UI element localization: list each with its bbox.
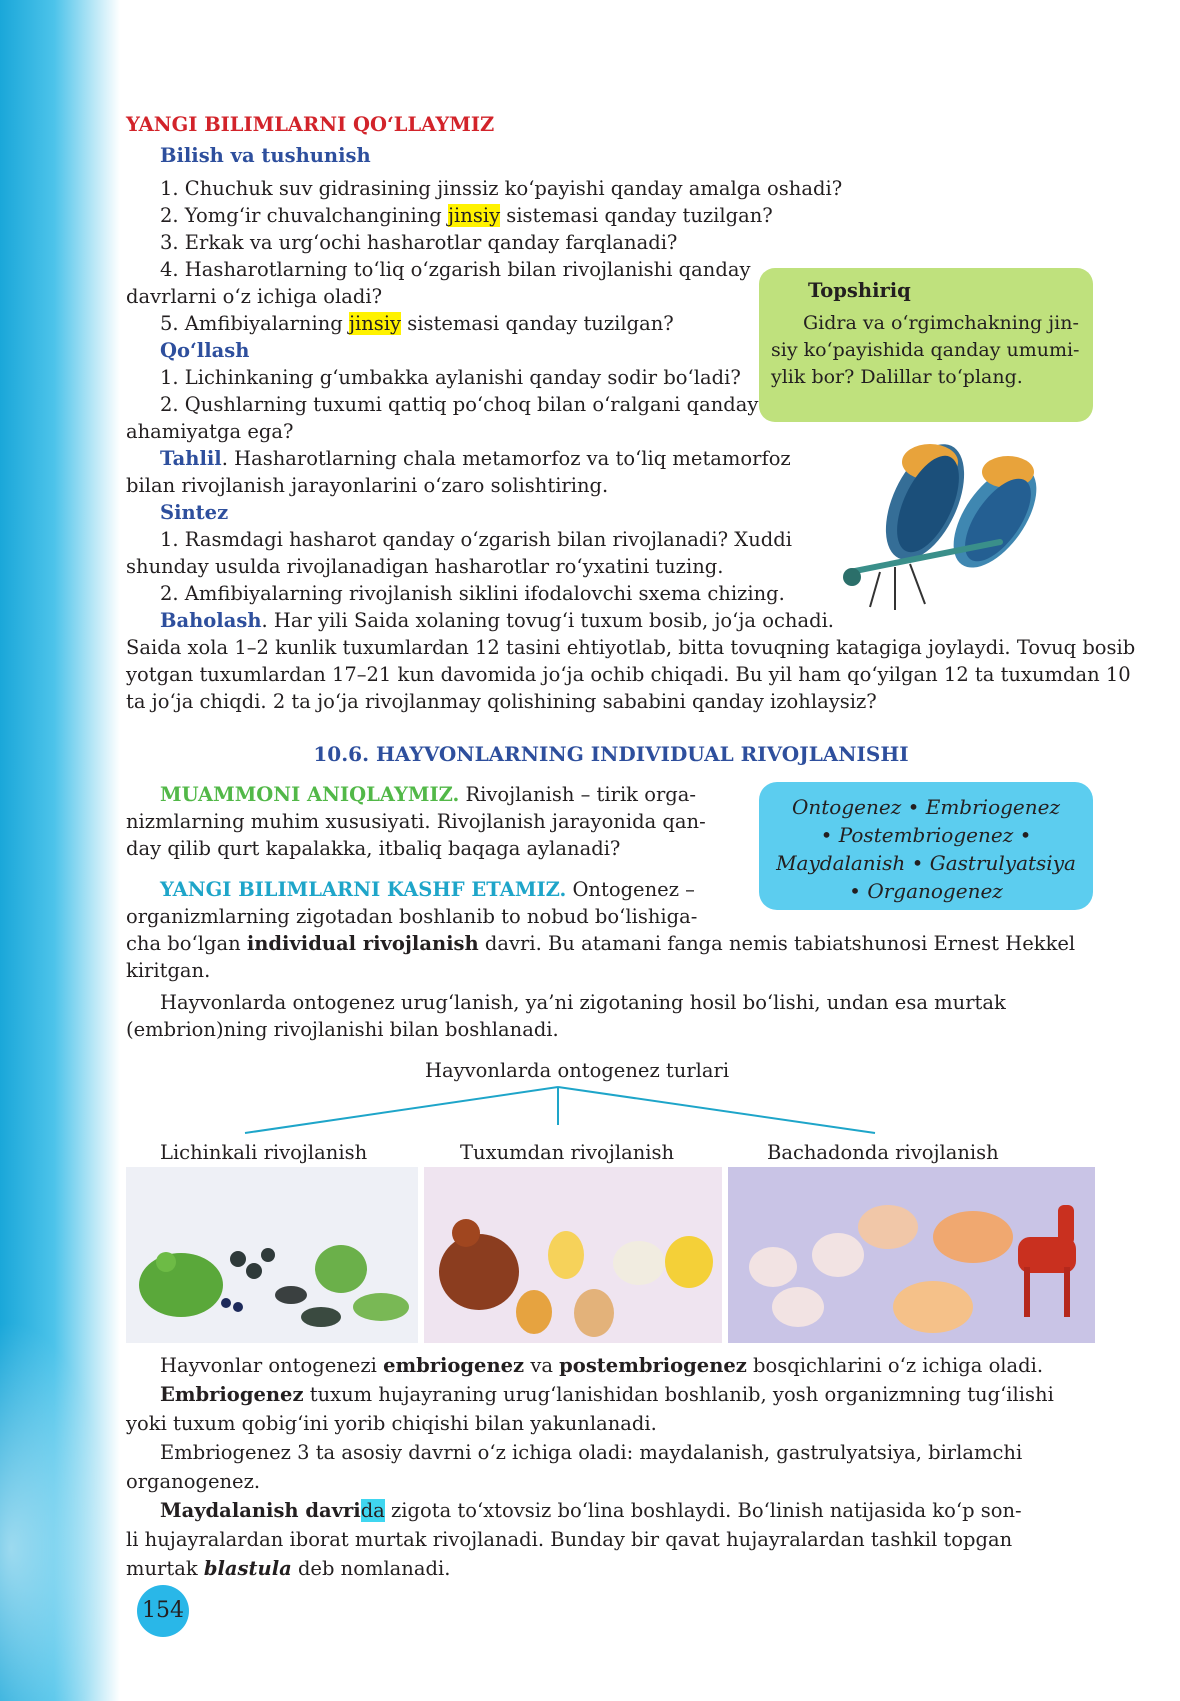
highlight-da: da: [360, 1499, 385, 1522]
evaluation-line-1: Baholash. Har yili Saida xolaning tovug‘i tuxum bosib, jo‘ja ochadi.: [160, 609, 835, 632]
page-number: 154: [137, 1585, 189, 1637]
task-line-2: siy ko‘payishida qanday umumi-: [771, 339, 1080, 361]
highlight-jinsiy: jinsiy: [448, 204, 501, 227]
question-4-line-1: 4. Hasharotlarning to‘liq o‘zgarish bilan rivojlanishi qanday: [160, 258, 751, 281]
body-paragraph-4-line-1: Maydalanish davrida zigota to‘xtovsiz bo‘lina boshlaydi. Bo‘linish natijasida ko‘p son-: [160, 1499, 1022, 1522]
task-box: [759, 268, 1093, 422]
diagram-branch-larval: Lichinkali rivojlanish: [160, 1141, 368, 1164]
apply-1: 1. Lichinkaning g‘umbakka aylanishi qanday sodir bo‘ladi?: [160, 366, 741, 389]
body-paragraph-1: Hayvonlar ontogenezi embriogenez va postembriogenez bosqichlarini o‘z ichiga oladi.: [160, 1354, 1044, 1377]
question-3: 3. Erkak va urg‘ochi hasharotlar qanday farqlanadi?: [160, 231, 678, 254]
apply-2-line-2: ahamiyatga ega?: [126, 420, 294, 443]
problem-line-1: MUAMMONI ANIQLAYMIZ. Rivojlanish – tirik orga-: [160, 783, 696, 806]
discover-line-1: YANGI BILIMLARNI KASHF ETAMIZ. Ontogenez –: [160, 878, 695, 901]
problem-line-2: nizmlarning muhim xususiyati. Rivojlanish jarayonida qan-: [126, 810, 706, 833]
practice-heading: YANGI BILIMLARNI QO‘LLAYMIZ: [126, 113, 495, 136]
analysis-line-2: bilan rivojlanish jarayonlarini o‘zaro solishtiring.: [126, 474, 609, 497]
chicken-development-image: [424, 1167, 722, 1343]
apply-label: Qo‘llash: [160, 339, 250, 362]
synthesis-1-line-1: 1. Rasmdagi hasharot qanday o‘zgarish bilan rivojlanadi? Xuddi: [160, 528, 792, 551]
section-title: 10.6. HAYVONLARNING INDIVIDUAL RIVOJLANISHI: [313, 742, 909, 766]
problem-line-3: day qilib qurt kapalakka, itbaliq baqaga aylanadi?: [126, 837, 621, 860]
question-5: 5. Amfibiyalarning jinsiy sistemasi qanday tuzilgan?: [160, 312, 674, 335]
synthesis-2: 2. Amfibiyalarning rivojlanish siklini ifodalovchi sxema chizing.: [160, 582, 785, 605]
apply-2-line-1: 2. Qushlarning tuxumi qattiq po‘choq bilan o‘ralgani qanday: [160, 393, 759, 416]
keywords-line-3: Maydalanish • Gastrulyatsiya: [776, 851, 1076, 875]
keywords-line-1: Ontogenez • Embriogenez: [791, 795, 1061, 819]
body-paragraph-2-line-1: Embriogenez tuxum hujayraning urug‘lanishidan boshlanib, yosh organizmning tug‘ilishi: [160, 1383, 1054, 1406]
task-title: Topshiriq: [808, 279, 911, 302]
ontogenesis-line-2: (embrion)ning rivojlanishi bilan boshlanadi.: [126, 1018, 559, 1041]
evaluation-line-2: Saida xola 1–2 kunlik tuxumlardan 12 tasini ehtiyotlab, bitta tovuqning katagiga joylaydi. Tovuq bosib: [126, 636, 1136, 659]
synthesis-label: Sintez: [160, 501, 229, 524]
discover-line-4: kiritgan.: [126, 959, 211, 982]
task-line-1: Gidra va o‘rgimchakning jin-: [803, 312, 1079, 334]
diagram-branch-uterine: Bachadonda rivojlanish: [767, 1141, 999, 1164]
question-4-line-2: davrlarni o‘z ichiga oladi?: [126, 285, 383, 308]
evaluation-line-3: yotgan tuxumlardan 17–21 kun davomida jo‘ja ochib chiqadi. Bu yil ham qo‘yilgan 12 ta tuxumdan 10: [126, 663, 1131, 686]
analysis-line-1: Tahlil. Hasharotlarning chala metamorfoz va to‘liq metamorfoz: [160, 447, 791, 470]
body-paragraph-3-line-1: Embriogenez 3 ta asosiy davrni o‘z ichiga oladi: maydalanish, gastrulyatsiya, birlamchi: [160, 1441, 1023, 1464]
highlight-jinsiy: jinsiy: [348, 312, 402, 335]
body-paragraph-3-line-2: organogenez.: [126, 1470, 261, 1493]
body-paragraph-4-line-3: murtak blastula deb nomlanadi.: [126, 1557, 451, 1580]
diagram-branch-egg: Tuxumdan rivojlanish: [460, 1141, 675, 1164]
keywords-box: [759, 782, 1093, 910]
evaluation-line-4: ta jo‘ja chiqdi. 2 ta jo‘ja rivojlanmay qolishining sababini qanday izohlaysiz?: [126, 690, 877, 713]
question-1: 1. Chuchuk suv gidrasining jinssiz ko‘payishi qanday amalga oshadi?: [160, 177, 843, 200]
diagram-title: Hayvonlarda ontogenez turlari: [425, 1059, 730, 1082]
question-2: 2. Yomg‘ir chuvalchangining jinsiy sistemasi qanday tuzilgan?: [160, 204, 773, 227]
mammal-development-image: [728, 1167, 1095, 1343]
ontogenesis-line-1: Hayvonlarda ontogenez urug‘lanish, ya’ni zigotaning hosil bo‘lishi, undan esa murtak: [160, 991, 1006, 1014]
body-paragraph-4-line-2: li hujayralardan iborat murtak rivojlanadi. Bunday bir qavat hujayralardan tashkil topgan: [126, 1528, 1013, 1551]
knowledge-label: Bilish va tushunish: [160, 144, 371, 167]
leaf-decoration: [0, 1320, 110, 1701]
frog-development-image: [126, 1167, 418, 1343]
body-paragraph-2-line-2: yoki tuxum qobig‘ini yorib chiqishi bilan yakunlanadi.: [126, 1412, 657, 1435]
synthesis-1-line-2: shunday usulda rivojlanadigan hasharotlar ro‘yxatini tuzing.: [126, 555, 724, 578]
dragonfly-illustration: [840, 432, 1100, 622]
task-line-3: ylik bor? Dalillar to‘plang.: [771, 366, 1023, 388]
discover-line-3: cha bo‘lgan individual rivojlanish davri. Bu atamani fanga nemis tabiatshunosi Ernest Hekkel: [126, 932, 1076, 955]
discover-line-2: organizmlarning zigotadan boshlanib to nobud bo‘lishiga-: [126, 905, 698, 928]
keywords-line-2: • Postembriogenez •: [820, 823, 1032, 847]
keywords-line-4: • Organogenez: [849, 879, 1003, 903]
